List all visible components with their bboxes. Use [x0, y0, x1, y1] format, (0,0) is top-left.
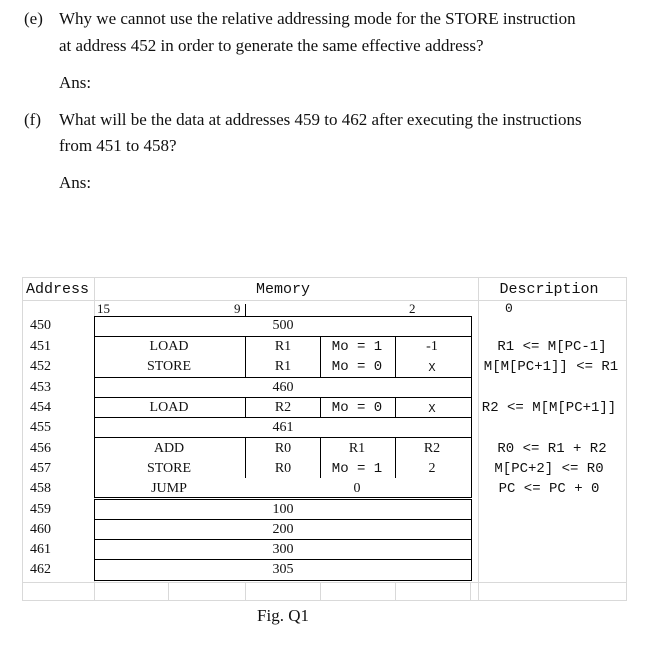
memory-cell: R1 — [274, 339, 292, 354]
question-label: (e) — [24, 9, 43, 28]
opcode-cell: JUMP — [151, 481, 187, 496]
address-cell: 457 — [30, 461, 51, 476]
description-cell: M[M[PC+1]] <= R1 — [483, 359, 619, 375]
address-cell: 461 — [30, 542, 51, 557]
opcode-cell: LOAD — [149, 339, 189, 354]
mode-cell: Mo = 1 — [331, 339, 383, 355]
address-cell: 456 — [30, 441, 51, 456]
memory-cell: R0 — [274, 461, 292, 476]
description-cell: M[PC+2] <= R0 — [494, 461, 604, 477]
description-header: Description — [499, 281, 599, 298]
question-text: What will be the data at addresses 459 to 462 after executing the instructions — [59, 110, 582, 129]
opcode-cell: LOAD — [149, 400, 189, 415]
offset-cell: 2 — [428, 461, 436, 476]
address-cell: 451 — [30, 339, 51, 354]
address-cell: 455 — [30, 420, 51, 435]
address-cell: 458 — [30, 481, 51, 496]
address-cell: 452 — [30, 359, 51, 374]
address-cell: 454 — [30, 400, 51, 415]
question-text: from 451 to 458? — [59, 136, 177, 155]
memory-cell: 500 — [272, 318, 294, 333]
bit-0: 0 — [505, 301, 513, 316]
memory-cell: 100 — [272, 502, 294, 517]
offset-cell: X — [428, 361, 436, 375]
memory-cell: R0 — [274, 441, 292, 456]
description-cell: R0 <= R1 + R2 — [497, 441, 607, 457]
memory-cell: R1 — [274, 359, 292, 374]
offset-cell: R2 — [423, 441, 441, 456]
mode-cell: Mo = 1 — [331, 461, 383, 477]
address-cell: 453 — [30, 380, 51, 395]
description-cell: PC <= PC + 0 — [498, 481, 600, 497]
address-header: Address — [26, 281, 90, 298]
opcode-cell: STORE — [146, 359, 192, 374]
question-text: Why we cannot use the relative addressing mode for the STORE instruction — [59, 9, 576, 28]
opcode-cell: ADD — [153, 441, 185, 456]
memory-cell: 200 — [272, 522, 294, 537]
memory-cell: R2 — [274, 400, 292, 415]
bit-9: 9 — [234, 301, 241, 316]
bit-2: 2 — [409, 301, 416, 316]
mode-cell: Mo = 0 — [331, 359, 383, 375]
address-cell: 462 — [30, 562, 51, 577]
memory-cell: 460 — [272, 380, 294, 395]
bit-15: 15 — [97, 301, 110, 316]
memory-cell: 305 — [272, 562, 294, 577]
address-cell: 450 — [30, 318, 51, 333]
question-label: (f) — [24, 110, 41, 129]
question-text: at address 452 in order to generate the same effective address? — [59, 36, 484, 55]
memory-header: Memory — [255, 281, 311, 298]
mode-cell: Mo = 0 — [331, 400, 383, 416]
address-cell: 460 — [30, 522, 51, 537]
opcode-cell: STORE — [146, 461, 192, 476]
figure-caption: Fig. Q1 — [257, 606, 309, 625]
mode-cell: R1 — [348, 441, 366, 456]
offset-cell: X — [428, 402, 436, 416]
description-cell: R1 <= M[PC-1] — [497, 339, 607, 355]
address-cell: 459 — [30, 502, 51, 517]
offset-cell: -1 — [426, 339, 438, 354]
answer-label: Ans: — [59, 73, 92, 92]
description-cell: R2 <= M[M[PC+1]] — [481, 400, 617, 416]
memory-cell: 461 — [272, 420, 294, 435]
mode-cell: 0 — [353, 481, 361, 496]
answer-label: Ans: — [59, 173, 92, 192]
memory-cell: 300 — [272, 542, 294, 557]
